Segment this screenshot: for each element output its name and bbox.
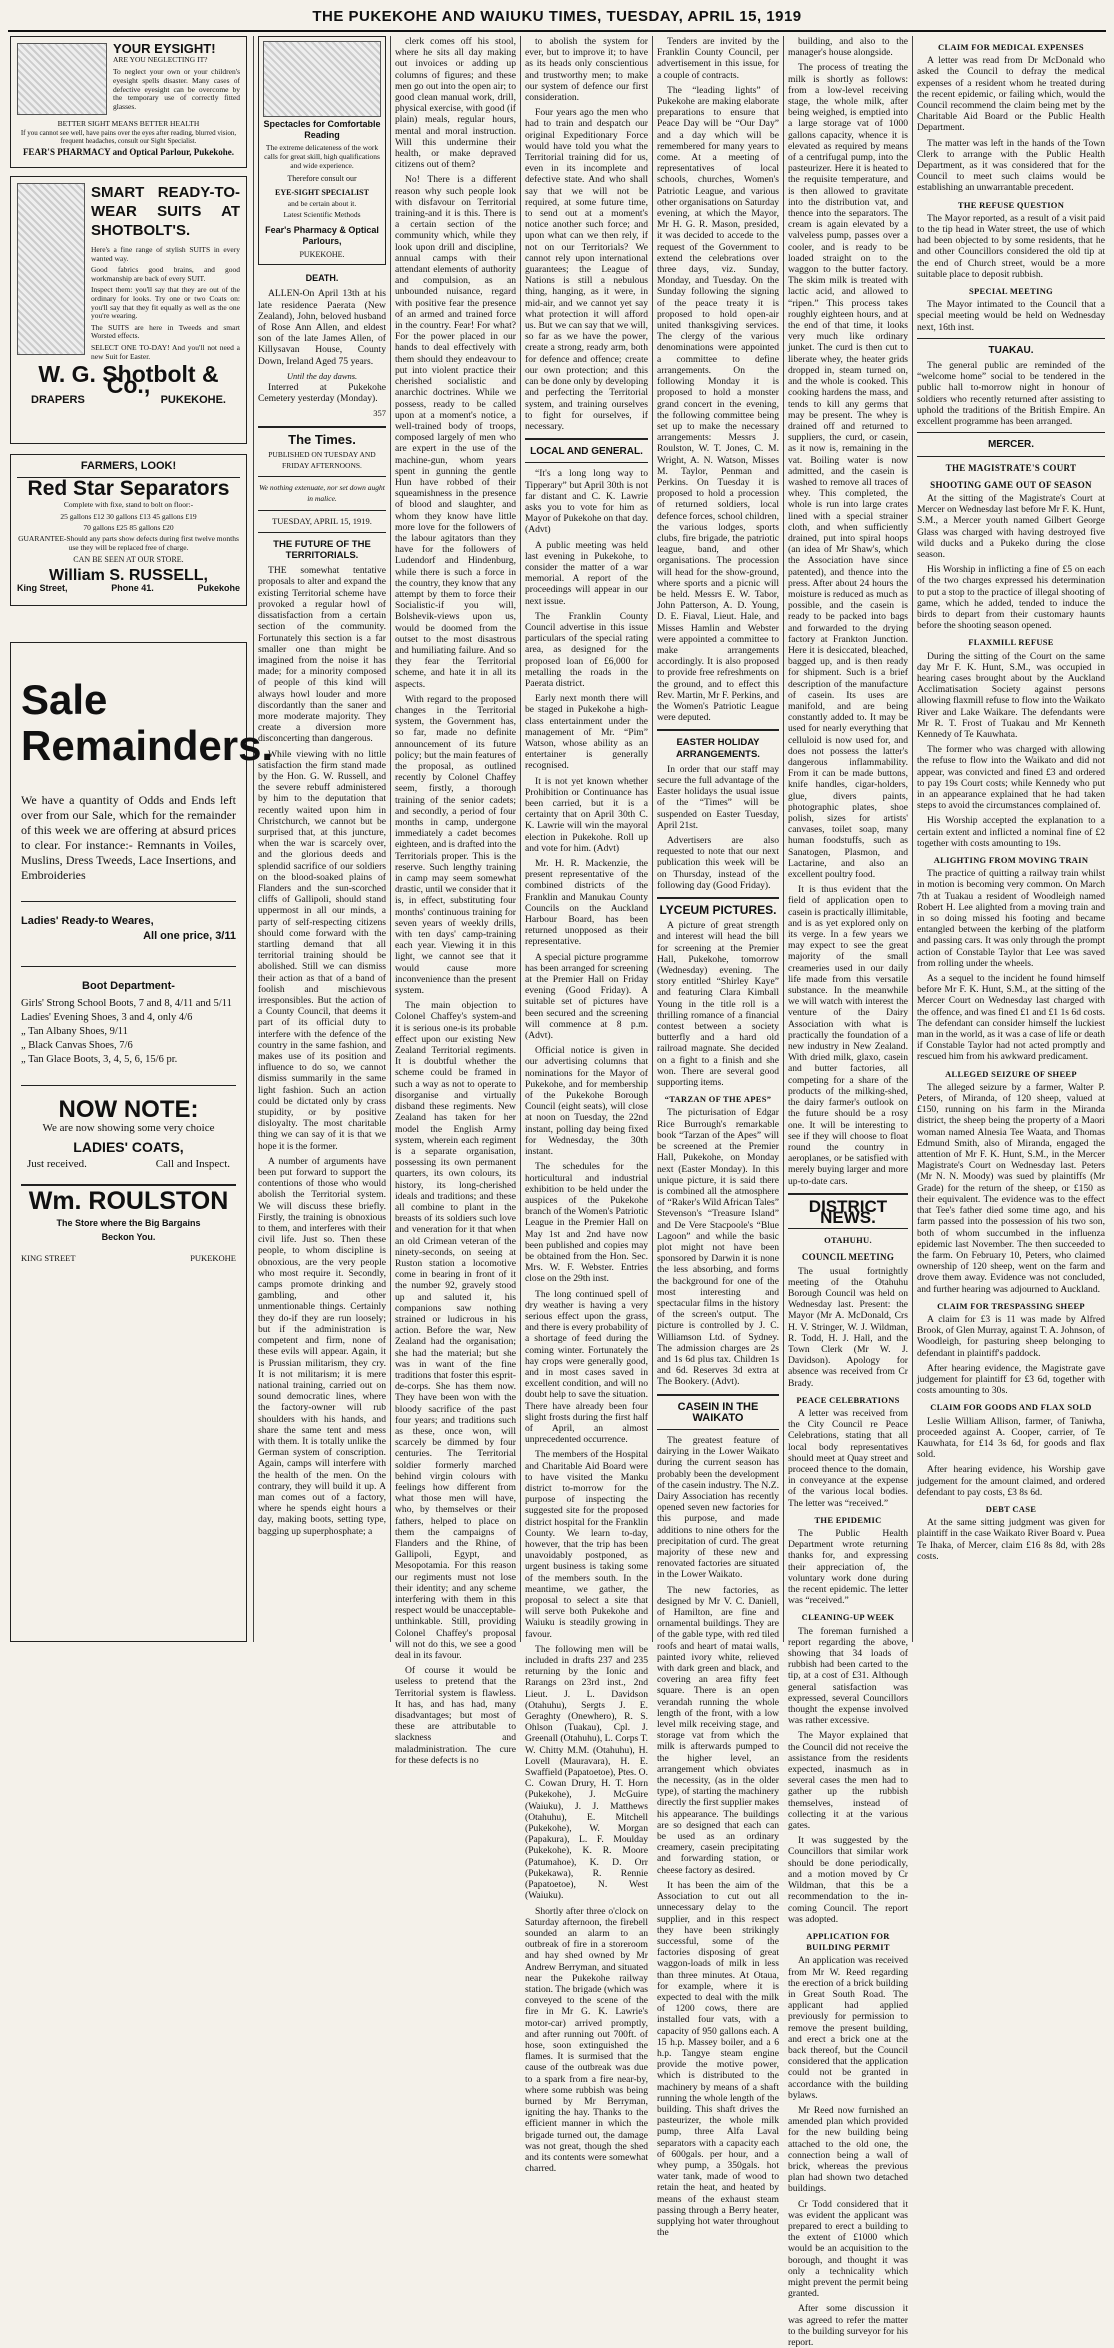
district-paragraph: The Mayor explained that the Council did not receive the assistance from the residents expected, inasmuch as in several cases the men had to gather up the rubbish themselves, instead of collecting it at the various gates. [788, 1730, 908, 1832]
reading-man-illustration [263, 41, 381, 117]
top-rule [8, 30, 1106, 32]
column-divider [520, 36, 521, 1642]
shotbolt-town: PUKEKOHE. [160, 393, 226, 406]
building-permit-subhead: APPLICATION FOR BUILDING PERMIT [806, 1930, 890, 1953]
boot-item: Ladies' Evening Shoes, 3 and 4, only 4/6 [21, 1011, 193, 1023]
editorial-paragraph: The main objection to Colonel Chaffey's system-and it is serious one-is its probable effect upon our existing New Zealand Territorial regiments. It is doubtful whether the scheme could be framed in such a way as not to operate to disorganise and virtually disband these regiments. New Zealand has taken for her model the English Army system, wherein each regiment is a separate organisation, possessing its own permanent quarters, its own colours, its history, its long-cherished ideals and traditions; and these all combine to plant in the breasts of its soldiers such love and veneration for it that when an old Crimean veteran of the ninety-seconds, on seeing at Ruston station a locomotive come in bearing in front of it the number 92, gravely stood up and saluted it, his companions saw nothing strained or ludicrous in his action. Before the war, New Zealand had the organisation; she had the material; but she was in want of the fine traditions that foster this esprit-de-corps. She has them now. They have been won with the bloody sacrifice of the past four years; and traditions such as these, once won, will scarcely be dimmed by four centuries. The Territorial soldier formerly marched behind virgin colours with feelings how different from what those men will have, who, by themselves or their fathers, helped to place on them the campaigns of Flanders and the Rhine, of Gallipoli, Egypt, and Mesopotamia. For this reason our regiments must not lose their identity; and any scheme interfering with them in this respect would be unacceptable-unthinkable. Still, providing Colonel Chaffey's proposal will not do this, we see a good deal in its favour. [395, 1000, 516, 1662]
the-times-heading: The Times. [288, 431, 356, 447]
eyesight-body: To neglect your own or your children's eyesight spells disaster. Many cases of defective eyesight can be overcome by the temporary use of correctly fitted glasses. [113, 67, 240, 111]
shotbolt-text-3: Inspect them: you'll say that they are out of the ordinary for looks. Try one or two Coats on: you'll say that they fit equally as well as the one you're wearing. [91, 285, 240, 321]
local-item: Early next month there will be staged in Pukekohe a high-class entertainment under the management of Mr. “Pim” Watson, whose ability as an entertainer is generally recognised. [525, 693, 648, 772]
sheep-seizure-subhead: ALLEGED SEIZURE OF SHEEP [945, 1068, 1077, 1079]
eyesight-footer: FEAR'S PHARMACY and Optical Parlour, Pukekohe. [22, 147, 235, 158]
district-paragraph: Mr Reed now furnished an amended plan which provided for the new building being attached to the old one, the connection being a wall of brick, whereas the previous plan had shown two detached buildings. [788, 2104, 908, 2195]
sale-title: Sale Remainders. [21, 676, 274, 769]
peace-celebrations-subhead: PEACE CELEBRATIONS [796, 1394, 900, 1405]
eye-sight-specialist: EYE-SIGHT SPECIALIST [275, 188, 369, 197]
boot-item: „ Tan Glace Boots, 3, 4, 5, 6, 15/6 pr. [21, 1053, 178, 1065]
column-1-ads [10, 36, 274, 1642]
column-divider [652, 36, 653, 1642]
editorial-paragraph: No! There is a different reason why such people look with disfavour on Territorial training-and it is this. There is a certain section of the community which, while they look upon drill and discipline, annual camps with their attendant elements of authority and compulsion, as an unbounded nuisance, regard with positive fear the presence of an armed and trained force in the country. Fear! For what? For the power placed in our hands to deal effectively with them should they endeavour to put into violent practice their cherished socialistic and anarchic doctrines. While we possess, ready to be called upon at a moment's notice, a well-trained body of troops, composed largely of men who are expert in the use of the machine-gun, whom years spent in gunning the gentle Hun have robbed of their squeamishness in the presence of blood and slaughter, and whom they know have little more love for the followers of the labour agitators than they have for the followers of Ludendorf and Hindenburg, while there is such a force in the country, they know that any attempt by them to force their Socialistic-if you will, Bolshevik-views upon us, would be doomed from the outset to the most disastrous and humiliating failure. And so they fear the Territorial scheme, and hate it in all its aspects. [395, 174, 516, 690]
just-received: Just received. [27, 1158, 87, 1171]
local-item: Mr. H. R. Mackenzie, the present representative of the combined districts of the Franklin and Manukau County Councils on the Auckland Harbour Board, has been returned unopposed as their representative. [525, 858, 648, 948]
column-7 [917, 36, 1105, 1642]
casein-paragraph: The new factories, as designed by Mr V. C. Daniell, of Hamilton, are fine and ornamental buildings. They are of the gable type, with red tiled roofs and heart of matai walls, painted ivory white, relieved with dark green and black, and covering an area fifty feet square. There is an open verandah running the whole length of the front, with a low level milk receiving stage, and storage vat from which the milk is afterwards pumped to the higher level, an arrangement which obviates the necessity, (as in the older type), of starting the machinery directly the first supplier makes his appearance. The buildings are so designed that each can be used as an ordinary creamery, casein precipitating and forwarding station, or cheese factory as desired. [657, 1584, 779, 1876]
local-item: Tenders are invited by the Franklin County Council, per advertisement in this issue, for a couple of contracts. [657, 36, 779, 81]
court-paragraph: At the sitting of the Magistrate's Court at Mercer on Wednesday last before Mr F. K. Hunt, S.M., a Mercer youth named Gilbert George Glass was charged with having destroyed five wild ducks and a Pukeko during the close season. [917, 492, 1105, 560]
column-6 [788, 36, 908, 2348]
now-note-heading: NOW NOTE: [58, 1095, 199, 1123]
ladies-ready-to-wear-price: All one price, 3/11 [143, 930, 236, 943]
local-item: The long continued spell of dry weather is having a very serious effect upon the grass, and there is every probability of a shortage of feed during the coming winter. Fortunately the hay crops were generally good, and in most cases saved in excellent condition, and will no doubt help to save the situation. There have already been four slight frosts during the first half of April, an almost unprecedented occurrence. [525, 1288, 648, 1446]
eyesight-tagline: BETTER SIGHT MEANS BETTER HEALTH [57, 119, 200, 128]
fears-pharmacy: Fear's Pharmacy & Optical Parlours, [265, 224, 379, 246]
goods-flax-subhead: CLAIM FOR GOODS AND FLAX SOLD [930, 1402, 1092, 1413]
medical-claim-subhead: CLAIM FOR MEDICAL EXPENSES [938, 42, 1084, 52]
spectacles-consult: Therefore consult our [287, 173, 357, 183]
death-heading: DEATH. [305, 273, 339, 284]
court-paragraph: After hearing evidence, his Worship gave judgement for the amount claimed, and ordered defendant to pay costs, £3 8s 6d. [917, 1464, 1105, 1498]
boot-department-heading: Boot Department- [82, 980, 175, 993]
court-paragraph: The practice of quitting a railway train whilst in motion is becoming very common. On March 7th at Tuakau a resident of Woodleigh named Robert H. Lee alighted from a moving train and in so doing missed his footing and became entangled between the kerbing of the platform and passing cars. It was only through the prompt action of Constable Taylor that Lee was saved from rolling under the wheels. [917, 868, 1105, 969]
cleaning-up-subhead: CLEANING-UP WEEK [801, 1612, 895, 1623]
roulston-town: PUKEKOHE [190, 1253, 236, 1264]
district-paragraph: After some discussion it was agreed to refer the matter to the building surveyor for his report. [788, 2303, 908, 2348]
district-paragraph: The matter was left in the hands of the Town Clerk to arrange with the Public Health Department, as it was considered that for the Council to meet such claims would be establishing an unwarrantable precedent. [917, 137, 1105, 194]
separator-prices-row-2: 70 gallons £25 85 gallons £20 [83, 522, 174, 532]
russell-phone: Phone 41. [111, 582, 154, 593]
district-paragraph: It was suggested by the Councillors that similar work should be done periodically, and a motion moved by Cr Wildman, that this be a recommendation to the in-coming Council. The report was adopted. [788, 1835, 908, 1925]
casein-paragraph: The process of treating the milk is shortly as follows: from a low-level receiving stage, the whole milk, after being weighed, is emptied into a large storage vat of 1000 gallons capacity, whence it is elevated as required by means of a centrifugal pump, into the pasteurizer. Here it is heated to the requisite temperature, and is then allowed to gravitate into the distribution vat, and thence into the separators. The cream is again elevated by a valveless pump, passes over a cooler, and is ready to be loaded straight on to the waggon to the butter factory. The skim milk is treated with lactic acid, and allowed to “ripen.” This process takes roughly eighteen hours, and at the end of that time, it looks very much like ordinary junket. The curd is then cut to liberate whey, the heater grids dropped in, steam turned on, and the whole is cooked. This cooking hardens the mass, and tends to kill any germs that may be present. The whey is drained off and returned to suppliers, the curd, or casein, as it now is, remaining in the vat. Boiling water is now admitted, and the casein is washed to remove all traces of whey. This completed, the whole is run into large crates lined with a special strainer cloth, and when sufficiently drained, put into spiral hoops (an idea of Mr Shaw's, which the Association have since patented), and thence into the press. After about 24 hours the moisture is reduced as much as possible, and the casein is ready to be packed into bags and forwarded to the drying factory at Frankton Junction. Here it is desiccated, bleached, bagged up, and is then ready for shipment. Such is a brief description of the manufacture of casein. Its uses are manifold, and are being constantly added to. It may be used for nearly everything that celluloid is now used for, and does not possess the latter's dangerous inflammability. From it can be made buttons, knife handles, cigar-holders, glue, divers paints, photographic plates, shoe polish, sizes for artists' canvases, toilet soap, many human foodstuffs, such as Sanatogen, Plasmon, and Lactarine, and also an excellent poultry food. [788, 62, 908, 881]
boot-item: Girls' Strong School Boots, 7 and 8, 4/11 and 5/11 [21, 997, 232, 1009]
separator-guarantee: GUARANTEE-Should any parts show defects during first twelve months use they will be replaced free of charge. [18, 534, 239, 552]
eyesight-title: YOUR EYSIGHT! [113, 41, 216, 56]
shotbolt-title: SMART READY-TO-WEAR SUITS AT SHOTBOLT'S. [91, 184, 240, 239]
shooting-game-heading: SHOOTING GAME OUT OF SEASON [930, 479, 1092, 490]
man-in-suit-illustration [17, 183, 85, 355]
magistrates-court-heading: THE MAGISTRATE'S COURT [945, 462, 1077, 473]
court-paragraph: As a sequel to the incident he found himself before Mr F. K. Hunt, S.M., at the sitting of the Mercer Court on Wednesday last charged with the offence, and was fined £1 and £1 1s 6d costs. The defendant can consider himself the luckiest man in the world, as it was a case of life or death if Constable Taylor had not acted promptly and rescued him from his awkward predicament. [917, 973, 1105, 1063]
russell-name: William S. RUSSELL, [49, 567, 208, 585]
district-paragraph: Cr Todd considered that it was evident the applicant was prepared to erect a building to the extent of £1000 which would be an acquisition to the borough, and thought it was only a technicality which might prevent the permit being granted. [788, 2198, 908, 2300]
times-motto: We nothing extenuate, nor set down aught in malice. [259, 483, 385, 504]
trespassing-sheep-subhead: CLAIM FOR TRESPASSING SHEEP [937, 1300, 1085, 1311]
court-paragraph: During the sitting of the Court on the same day Mr F. K. Hunt, S.M., was occupied in hearing cases brought about by the Auckland Acclimatisation Society against persons allowing flaxmill refuse to flow into the Waikato River and Lake Waikare. The defendants were Mr R. T. Frost of Tuakau and Mr Kenneth Kennedy of Te Kauwhata. [917, 650, 1105, 740]
district-paragraph: The Public Health Department wrote returning thanks for, and expressing their appreciation of, the voluntary work done during the recent epidemic. The letter was “received.” [788, 1528, 908, 1607]
court-paragraph: A claim for £3 is 11 was made by Alfred Brook, of Glen Murray, against T. A. Johnson, of Woodleigh, for pasturing sheep belonging to defendant in plaintiff's paddock. [917, 1313, 1105, 1359]
spectacles-body: The extreme delicateness of the work calls for great skill, high qualifications and wide experience. [264, 143, 380, 170]
district-paragraph: The usual fortnightly meeting of the Otahuhu Borough Council was held on Wednesday last. Present: the Mayor (Mr A. McDonald, Crs H. V. Stringer, W. J. Wildman, R. Todd, H. J. Hall, and the Town Clerk (Mr W. J. Davidson). Apology for absence was received from Cr Brady. [788, 1265, 908, 1389]
editorial-paragraph: Of course it would be useless to pretend that the Territorial system is flawless. It has, and has had, many disadvantages; but most of these are attributable to slackness and maladministration. The cure for these defects is no [395, 1665, 516, 1766]
now-note-body: We are now showing some very choice [42, 1121, 215, 1134]
shotbolt-text-4: The SUITS are here in Tweeds and smart Worsted effects. [91, 322, 240, 341]
separator-complete-line: Complete with fixe, stand to bolt on floor:- [63, 500, 194, 510]
local-item: The members of the Hospital and Charitable Aid Board were to have visited the Manku district to-morrow for the purpose of inspecting the suggested site for the proposed district hospital for the Franklin County. We learn to-day, however, that the trip has been unavoidably postponed, as urgent business is taking some of the members south. In the meantime, we gather, the proposal to select a site that will serve both Pukekohe and Waiuku is steadily growing in favour. [525, 1449, 648, 1640]
casein-paragraph: It has been the aim of the Association to cut out all unnecessary delay to the supplier, and in this respect they have been strikingly successful, some of the factories disposing of great waggon-loads of milk in less than three minutes. At Otaua, for example, where it is expected to deal with the milk of 1200 cows, there are installed four vats, with a capacity of 950 gallons each. A 15 h.p. Massey boiler, and a 6 h.p. Tangye steam engine provide the motive power, which is distributed to the machinery by means of a shaft running the whole length of the building. This shaft drives the pasteurizer, the whole milk pump, three Alfa Laval separators with a capacity each of 600gals. per hour, and a whey pump, a 350gals. hot water tank, made of wood to retain the heat, and heated by means of the exhaust steam passing through a Berry heater, supplying hot water throughout the [657, 1879, 779, 2239]
shotbolt-text-5: SELECT ONE TO-DAY! And you'll not need a new Suit for Easter. [91, 342, 240, 361]
editorial-paragraph: clerk comes off his stool, where he sits all day making out invoices or adding up columns of figures; and these men go out into the open air; to good clean manual work, drill, physical exercise, with good (if plain) meals, regular hours, mental and moral instruction. Will this undermine their health, or make depraved citizens out of them? [395, 36, 516, 171]
roulston-sale-advert [10, 642, 274, 1642]
tarzan-item: The picturisation of Edgar Rice Burrough's remarkable book “Tarzan of the Apes” will be screened at the Premier Hall, Pukekohe, on Monday next (Easter Monday). In this unique picture, it is said there is combined all the atmosphere of “Raker's Wild African Tales” Stevenson's “Treasure Island” and De Vere Stacpoole's “Blue Lagoon” and while the basic plot might not have been sponsored by Darwin it is none the less absorbing, and forms the background for one of the most interesting and spectacular films in the history of the screen's output. The picture is controlled by J. C. Williamson Ltd. of Sydney. The admission charges are 2s and 1s 6d plus tax. Children 1s and 6d. Reserves 3d extra at The Bookery. (Advt). [657, 1107, 779, 1388]
shotbolt-drapers: DRAPERS [31, 393, 85, 406]
lyceum-item: A picture of great strength and interest will head the bill for screening at the Premier Hall, Pukekohe, tomorrow (Wednesday) evening. The story entitled “Shirley Kaye” and featuring Clara Kimball Young in the title roll is a thrilling romance of a financial contest between a society butterfly and a hard old railroad magnate. She decided on a fight to a finish and she won. There are several good supporting items. [657, 920, 779, 1089]
court-paragraph: His Worship in inflicting a fine of £5 on each of the two charges expressed his determination to put a stop to the practice of illegal shooting of game, which he added, tended to induce the birds to depart from their customary haunts before the shooting season opened. [917, 564, 1105, 632]
editorial-paragraph: While viewing with no little satisfaction the firm stand made by the Hon. G. W. Russell, and the severe rebuff administered by him to the deputation that recently waited upon him in Christchurch, we cannot but be surprised that, at this juncture, when the war is scarcely over, and the glorious deeds and splendid sacrifice of our soldiers on the blood-soaked plains of Flanders and the sun-scorched cliffs of Gallipoli, should stand uppermost in all our minds, a party of self-respecting citizens should come forward with the startling demand that all territorial training should be abolished. Still we can dismiss their action as that of a band of foolish and mischievous irresponsibles. But the action of a County Council, that deems it part of its official duty to interfere with the defence of the country in the same fashion, and makes use of its position and influence to do so, we cannot dismiss summarily in the same light fashion. Such an action could be dictated only by crass stupidity, or by positive disloyalty. The most charitable thing we can say of it is that we hope it is the former. [258, 748, 386, 1152]
local-item: “It's a long long way to Tipperary” but April 30th is not far distant and C. K. Lawrie asks you to vote for him as Mayor of Pukekohe on that day. (Advt) [525, 468, 649, 536]
editorial-paragraph: With regard to the proposed changes in the Territorial system, the Government has, so far, made no definite announcement of its future policy; but the main features of the proposal, as outlined recently by Colonel Chaffey seem, firstly, a thorough training of the senior cadets; and secondly, a period of four months in camp, undergone immediately a cadet becomes eighteen, and is drafted into the Territorials proper. This is the reserve. Such lengthy training in camp may seem somewhat drastic, until we consider that it is, in effect, substituting four months' continuous training for seven years of weekly drills, with ten days' camp-training each year. Viewing it in this light, we cannot see that it would cause more inconvenience than the present system. [395, 693, 516, 997]
court-paragraph: Leslie William Allison, farmer, of Taniwha, proceeded against A. Cooper, carrier, of Te Kauwhata, for £14 3s 6d, for goods and flax sold. [917, 1415, 1105, 1461]
eyesight-advert [10, 36, 247, 168]
editorial-paragraph: to abolish the system for ever, but to improve it; to have as its heads only conscientious and trustworthy men; to make our system of defence our first consideration. [525, 36, 648, 104]
district-paragraph: The general public are reminded of the “welcome home” social to be tendered in the public hall to-morrow night in honour of soldiers who recently returned after assisting to uphold the traditions of the British Empire. An excellent programme has been arranged. [917, 360, 1105, 428]
separator-prices-row-1: 25 gallons £12 30 gallons £13 45 gallons £19 [60, 511, 197, 521]
debt-case-subhead: DEBT CASE [985, 1503, 1037, 1514]
local-item: The “leading lights” of Pukekohe are making elaborate preparations to ensure that Peace Day will be “Our Day” and a day which will be remembered for many years to come. At a meeting of representatives of local schools, churches, Women's Patriotic League, and various other organisations on Saturday evening, at which the Mayor, Mr H. G. R. Mason, presided, it was decided to accede to the request of the Government to extend the celebrations over three days, viz. Sunday, Monday, and Tuesday. On the Sunday following the signing of the peace treaty it is proposed to hold open-air united thanksgiving services. The clergy of the various denominations were appointed a committee to define arrangements. On the following Monday it is proposed to hold a monster grand concert in the evening, the following committee being set up to make the necessary arrangements: Messrs J. Roulston, W. T. Jones, C. M. Wright, A. N. Watson, Misses M. Taylor, Penman and Perkins. On Tuesday it is proposed to hold a procession of returned soldiers, local defence forces, school children, the various lodges, sports clubs, fire brigade, the patriotic league, band, and other organisations. The procession will head for the show-ground, where sports and a picnic will be held. Messrs E. W. Tabor, John Patterson, A. D. Young, D. E. Fiaval, Lieut. Hale, and Misses Hamlin and Webster were appointed a committee to make arrangements accordingly. It is also proposed to provide free refreshments on the ground, and to effect this Rev. Martin, Mr F. Perkins, and the Women's Patriotic League were deputed. [657, 84, 779, 724]
shotbolt-text-1: Here's a fine range of stylish SUITS in every wanted way. [91, 245, 240, 263]
farmers-look: FARMERS, LOOK! [80, 460, 177, 472]
russell-street: King Street, [17, 582, 68, 593]
column-divider [912, 36, 913, 1642]
local-item: It is not yet known whether Prohibition or Continuance has been carried, but it is a certainty that on April 30th C. K. Lawrie will win the mayoral election in Pukekohe. Roll up and vote for him. (Advt) [525, 775, 648, 854]
tuakau-heading: TUAKAU. [988, 344, 1034, 356]
casein-paragraph: The greatest feature of dairying in the Lower Waikato during the current season has probably been the development of the casein industry. The N.Z. Dairy Association has recently opened seven new factories for this purpose, and made additions to nine others for the precipitation of curd. The great majority of these new and renovated factories are situated in the Lower Waikato. [657, 1434, 779, 1581]
easter-notice: In order that our staff may secure the full advantage of the Easter holidays the usual issue of the “Times” will be suspended on Easter Tuesday, April 21st. [657, 763, 779, 831]
boot-list [21, 997, 236, 1067]
special-meeting-subhead: SPECIAL MEETING [968, 286, 1054, 297]
column-3 [395, 36, 516, 1766]
district-paragraph: A letter was received from the City Council re Peace Celebrations, stating that all local body representatives should meet at Quay street and proceed thence to the domain, in conveyance at the expense of the various local bodies. The letter was “received.” [788, 1407, 908, 1509]
district-paragraph: The Mayor intimated to the Council that a special meeting would be held on Wednesday next, 16th inst. [917, 299, 1105, 333]
council-meeting-heading: COUNCIL MEETING [801, 1252, 895, 1263]
times-date: TUESDAY, APRIL 15, 1919. [272, 515, 372, 526]
lyceum-pictures-heading: LYCEUM PICTURES. [659, 903, 777, 918]
casein-paragraph: It is thus evident that the field of application open to casein is practically illimitable, and is as yet explored only on its verge. In a few years we may expect to see the great majority of the small creameries used in our daily life made from this versatile substance. In the meanwhile we will watch with interest the venture of the Dairy Association with what is practically the foundation of a new industry in New Zealand. With dried milk, glaxo, casein and butter factories, all competing for a share of the products of the milking-shed, the dairy farmer's outlook on the future should be a rosy one. It will be interesting to see if they will choose to float round the country in aeroplanes, or be satisfied with merely buying larger and more up-to-date cars. [788, 884, 908, 1187]
local-item: The Franklin County Council advertise in this issue particulars of the special rating area, as designed for the proposed loan of £6,000 for metalling the roads in the Paerata district. [525, 610, 648, 689]
casein-paragraph: building, and also to the manager's house alongside. [788, 36, 908, 59]
roulston-name: Wm. ROULSTON [28, 1187, 229, 1216]
death-notice-number: 357 [373, 408, 386, 419]
shotbolt-advert [10, 176, 247, 444]
spectacles-certain: and be certain about it. [287, 199, 357, 209]
death-notice: ALLEN-On April 13th at his late residence Paerata (New Zealand), John, beloved husband of Rose Ann Allen, and eldest son of the late James Allen, of Killysavan House, County Down, Ireland Aged 75 years. [258, 288, 386, 367]
ladies-coats: LADIES' COATS, [73, 1139, 184, 1156]
shotbolt-text-2: Good fabrics good brains, and good workmanship are back of every SUIT. [91, 265, 240, 283]
russell-town: Pukekohe [197, 582, 240, 593]
times-published-line: PUBLISHED ON TUESDAY AND FRIDAY AFTERNOONS. [268, 449, 376, 471]
roulston-beckon: Beckon You. [101, 1231, 156, 1242]
district-paragraph: The foreman furnished a report regarding the above, showing that 34 loads of rubbish had been carted to the tip, at a cost of £31. Although general satisfaction was expressed, several Councillors thought the expense involved was rather excessive. [788, 1625, 908, 1727]
alighting-train-subhead: ALIGHTING FROM MOVING TRAIN [933, 855, 1089, 865]
court-paragraph: The alleged seizure by a farmer, Walter P. Peters, of Miranda, of 120 sheep, valued at £150, running on his farm in the Miranda district, the sheep being the property of a Maori woman named Alnesia Tee Waata, and Thomas Edmund Smith, also of Miranda, engaged the attention of Mr F. K. Hunt, S.M., in the Mercer Magistrate's Court on Wednesday last. Peters (Mr N. N. Moody) was sued by plaintiffs (Mr Grade) for the return of the sheep, or £150 as their equivalent. The evidence was to the effect that Tee's father died some time ago, and his farm passed into the possession of his two son, both of whom succumbed in the influenza epidemic last November. The then succeeded to the farm. On February 10, Peters, who claimed ownership of 120 sheep, went on the farm and drove them away. Evidence was not concluded, and further hearing was adjourned to Auckland. [917, 1081, 1105, 1295]
column-divider [783, 36, 784, 1642]
tarzan-heading: “TARZAN OF THE APES” [664, 1094, 772, 1105]
district-paragraph: A letter was read from Dr McDonald who asked the Council to defray the medical expenses of a resident whom he treated during the recent epidemic, or failing which, would the Council recommend the claim being met by the Charitable Aid Board or the Public Health Department. [917, 55, 1105, 134]
death-quote: Until the day dawns. [286, 370, 358, 381]
column-2 [258, 36, 386, 1642]
district-paragraph: The Mayor reported, as a result of a visit paid to the tip head in Water street, the use of which had been objected to by some residents, that he and other Councillors considered the old tip at the end of Church street, would be a more suitable place to deposit rubbish. [917, 212, 1105, 280]
court-paragraph: The former who was charged with allowing the refuse to flow into the Waikato and did not appear, was convicted and fined £3 and ordered to pay 19s Court costs; while Kennedy who put in an appearance explained that he had taken steps to avoid the circumstances complained of. [917, 744, 1105, 812]
reading-woman-illustration [17, 43, 107, 115]
refuse-question-subhead: THE REFUSE QUESTION [957, 199, 1065, 210]
court-paragraph: After hearing evidence, the Magistrate gave judgement for plaintiff for £3 6d, together with costs amounting to 30s. [917, 1362, 1105, 1397]
russell-separators-advert [10, 454, 247, 606]
district-news-heading: DISTRICT NEWS. [808, 1196, 888, 1227]
boot-item: „ Black Canvas Shoes, 7/6 [21, 1039, 133, 1051]
column-4 [525, 36, 649, 2175]
editorial-paragraph: A number of arguments have been put forward to support the contentions of those who would abolish the Territorial system. We will discuss these briefly. Firstly, the training is obnoxious to them, and interferes with their civil life. Just so. Then these people, to whom discipline is obnoxious, are the very people who most require it. Secondly, camps promote drinking and gambling, and other unmentionable things. Certainly they do-if they are run loosely; but if the administration is competent and firm, none of these evils will appear. Again, it is Prussian militarism, they cry. It is not militarism; it is mere national training, carried out on sound democratic lines, where the factory-owner will rub shoulders with his hands, and share the same tent and mess with them. It is totally unlike the German system of conscription. Again, camps will interfere with the health of the men. On the contrary, they will build it up. A man comes out of a factory, where he spends eight hours a day, making boots, setting type, bagging up superphosphate; a [258, 1155, 386, 1537]
column-5 [657, 36, 779, 2239]
spectacles-advert [258, 36, 386, 265]
roulston-store-line: The Store where the Big Bargains [56, 1217, 201, 1228]
court-paragraph: His Worship accepted the explanation to a certain extent and inflicted a nominal fine of £2 together with costs amounting to 19s. [917, 815, 1105, 849]
local-item: Official notice is given in our advertising columns that nominations for the Mayor of Pukekohe, and for membership of the Pukekohe Borough Council (eight seats), will close at noon on Tuesday, the 22nd instant, polling day being fixed for Wednesday, the 30th instant. [525, 1045, 648, 1158]
spectacles-latest: Latest Scientific Methods [283, 210, 361, 220]
eyesight-subtitle: ARE YOU NEGLECTING IT? [113, 55, 208, 65]
casein-heading: CASEIN IN THE WAIKATO [677, 1400, 759, 1424]
mercer-heading: MERCER. [987, 439, 1035, 451]
editorial-paragraph: THE somewhat tentative proposals to alter and expand the existing Territorial scheme have provoked a regular howl of dissatisfaction from a certain section of the community. Fortunately this section is a far smaller one than might be imagined from the noise it has made; for a minority composed of people of this kind will always howl louder and more discordantly than the saner and more moderate majority. They create a diversion more disconcerting than dangerous. [258, 565, 386, 745]
local-item: A special picture programme has been arranged for screening at the Premier Hall on Friday evening (Good Friday). A suitable set of pictures have been secured and the screening will commence at 8 p.m. (Advt). [525, 951, 648, 1042]
red-star-separators: Red Star Separators [27, 477, 230, 501]
local-item: The following men will be included in drafts 237 and 235 returning by the Ionic and Rarangs on 23rd inst., 2nd Lieut. J. L. Davidson (Otahuhu), Sergts J. E. Geraghty (Onewhero), R. S. Ohlson (Tuakau), Cpl. J. Greenall (Otahuhu), L. Corps T. W. Chitty M.M. (Otahuhu), H. Lovell (Mauravara), H. E. Swaffield (Papatoetoe), Ptes. O. C. Cowan Drury, H. T. Horn (Pukekohe), J. McGuire (Waiuku), J. J. Matthews (Otahuhu), E. Mitchell (Pukekohe), W. Morgan (Papakura), L. F. Moulday (Pukekohe), K. R. Moore (Patumahoe), K. D. Orr (Pukekawa), R. Rennie (Papatoetoe), N. West (Waiuku). [525, 1643, 648, 1902]
local-item: The schedules for the horticultural and industrial exhibition to be held under the auspices of the Pukekohe branch of the Women's Patriotic League in the Premier Hall on May 1st and 2nd have now been published and copies may be obtained from the Hon. Sec. Mrs. W. F. Webster. Entries close on the 29th inst. [525, 1161, 648, 1285]
eyesight-body-2: If you cannot see well, have pains over the eyes after reading, blurred vision, frequent headaches, consult our Sight Specialist. [20, 129, 237, 146]
column-divider [253, 36, 254, 1642]
local-item: A public meeting was held last evening in Pukekohe, to consider the matter of a war memorial. A report of the proceedings will appear in our next issue. [525, 539, 648, 607]
easter-notice: Advertisers are also requested to note that our next publication this week will be on Thursday, instead of the following day (Good Friday). [657, 835, 779, 891]
shotbolt-name: W. G. Shotbolt & Co., [38, 361, 219, 399]
epidemic-subhead: THE EPIDEMIC [814, 1514, 882, 1525]
court-paragraph: At the same sitting judgment was given for plaintiff in the case Waikato River Board v. Puea Te Ihaka, of Mercer, claim £16 8s 8d, with 28s costs. [917, 1517, 1105, 1562]
roulston-street: KING STREET [21, 1253, 76, 1264]
separator-store-line: CAN BE SEEN AT OUR STORE. [73, 555, 184, 565]
editorial-paragraph: Four years ago the men who had to train and despatch our original Expeditionary Force would have told you what the Territorial training did for us, even in its incomplete and defective state. And who shall say that we will not be required, at some future time, to send out at a moment's notice another such force; and upon what can we then rely, if not on our Territorials? We cannot rely upon international guarantees; the League of Nations is still a nebulous thing, hanging, as it were, in mid-air, and we cannot yet say what protection it will afford us. But we can say that we will, so far as we have the power, create a strong, ready arm, both for defence and offence; create our own protection; and this can be done only by developing and perfecting the Territorial system, and training ourselves to fight for ourselves, if necessary. [525, 107, 648, 432]
masthead: THE PUKEKOHE AND WAIUKU TIMES, TUESDAY, APRIL 15, 1919 [312, 8, 802, 25]
future-territorials-heading: THE FUTURE OF THE TERRITORIALS. [273, 538, 371, 562]
spectacles-town: PUKEKOHE. [299, 250, 345, 260]
column-divider [390, 36, 391, 1642]
ladies-ready-to-wear: Ladies' Ready-to Weares, [21, 915, 154, 927]
otahuhu-heading: OTAHUHU. [824, 1235, 872, 1246]
death-interred: Interred at Pukekohe Cemetery yesterday (Monday). [258, 382, 386, 405]
district-paragraph: An application was received from Mr W. Reed regarding the erection of a brick building in Great South Road. The applicant had applied previously for permission to remove the present building, and erect a brick one at the back thereof, but the Council considered that the application could not be granted in accordance with the building bylaws. [788, 1955, 908, 2101]
call-and-inspect: Call and Inspect. [155, 1158, 230, 1171]
local-and-general-heading: LOCAL AND GENERAL. [530, 446, 643, 458]
easter-holiday-heading: EASTER HOLIDAY ARRANGEMENTS. [676, 737, 760, 760]
sale-body: We have a quantity of Odds and Ends left over from our Sale, which for the remainder of this week we are offering at absurd prices to clear. For instance:- Remnants in Voiles, Muslins, Dress Tweeds, Lace Insertions, and Embroideries [21, 793, 236, 882]
flaxmill-refuse-subhead: FLAXMILL REFUSE [968, 637, 1054, 648]
spectacles-caption: Spectacles for Comfortable Reading [263, 119, 381, 141]
local-item: Shortly after three o'clock on Saturday afternoon, the firebell sounded an alarm to an outbreak of fire in a storeroom and hay shed owned by Mr Andrew Berryman, and situated near the Pukekohe railway station. The brigade (which was conveyed to the scene of the fire in Mr G. K. Lawrie's motor-car) arrived promptly, and after running out 700ft. of hose, soon extinguished the flames. It is surmised that the cause of the outbreak was due to a spark from a fire near-by, where some rubbish was being burned by Mr Berryman, igniting the hay. Thanks to the efficient manner in which the brigade turned out, the damage was not great, though the shed and its contents were somewhat charred. [525, 1905, 648, 2175]
boot-item: „ Tan Albany Shoes, 9/11 [21, 1025, 128, 1037]
